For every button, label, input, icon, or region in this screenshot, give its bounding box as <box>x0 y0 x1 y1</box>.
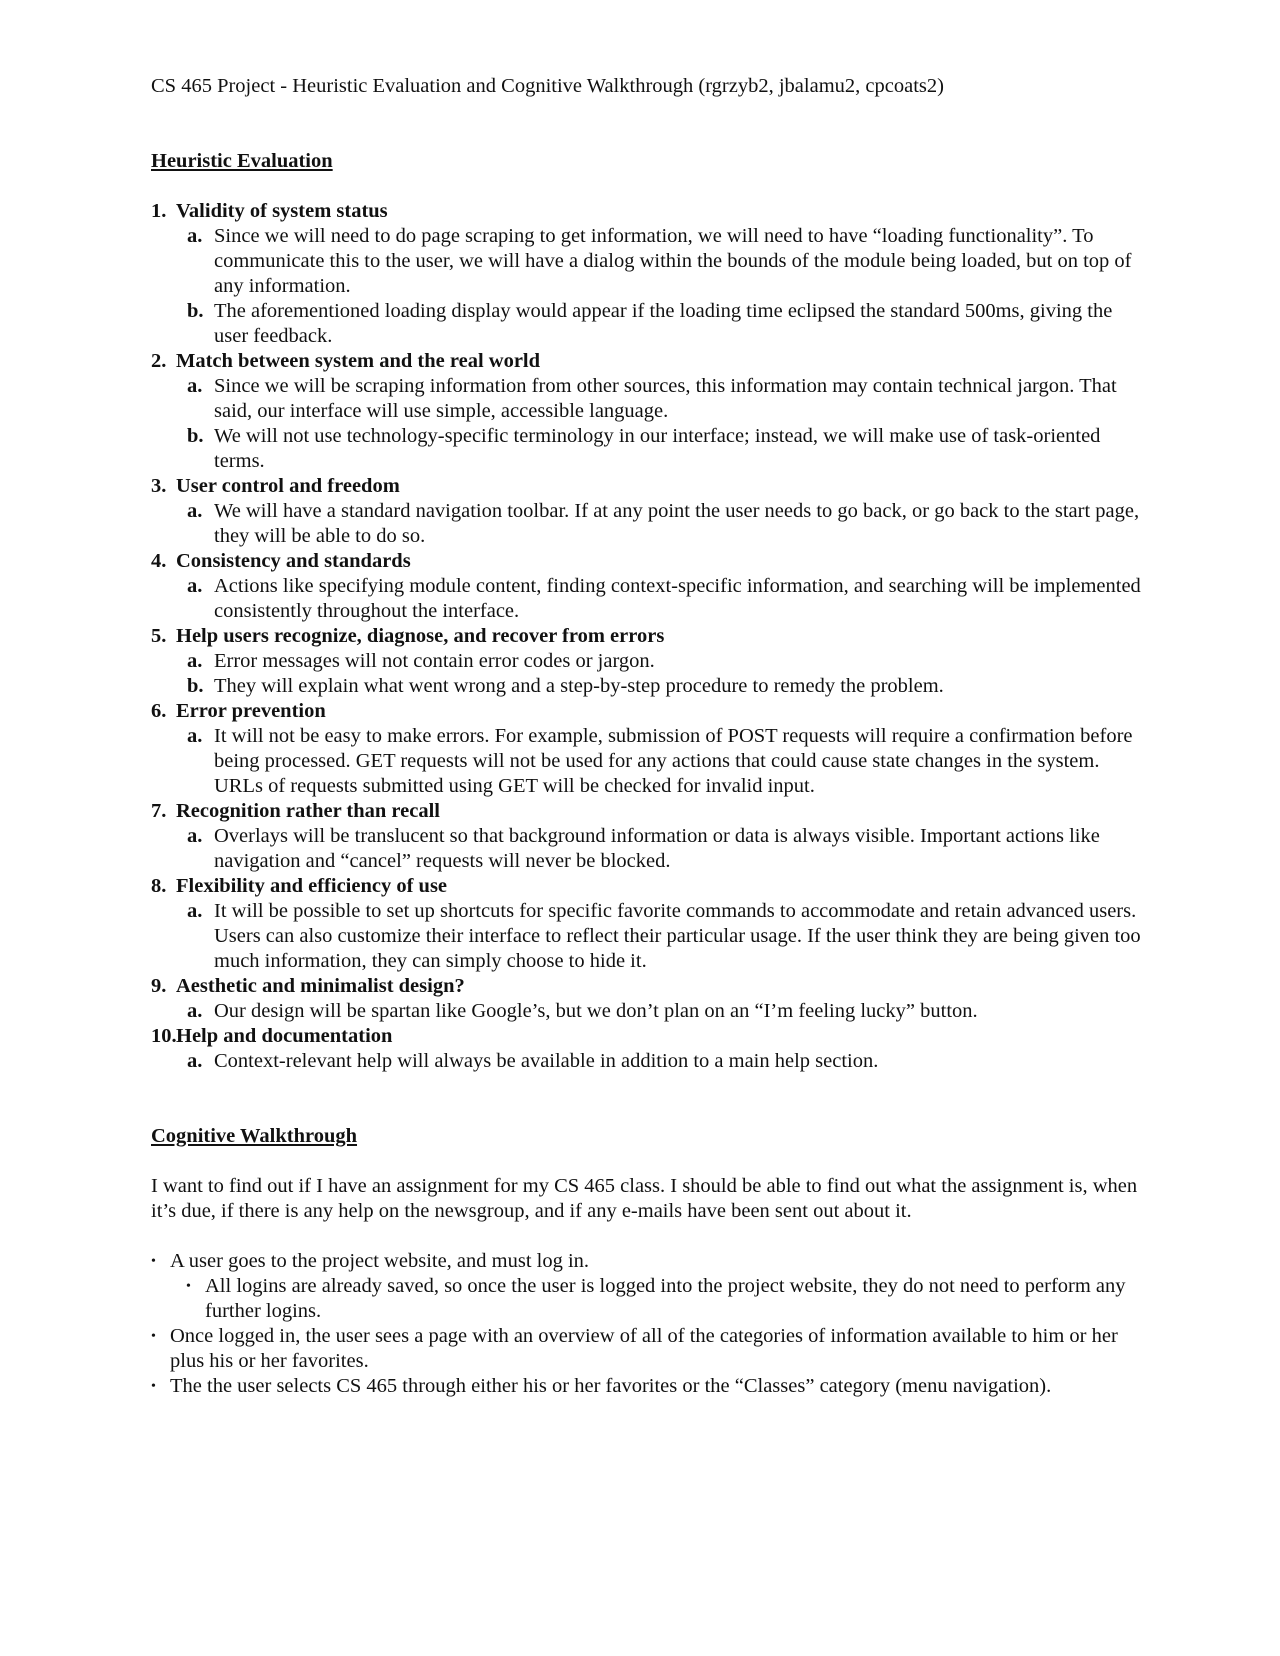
heuristic-sub-item <box>187 574 1141 624</box>
cognitive-walkthrough-title: Cognitive Walkthrough <box>151 1125 358 1147</box>
sub-item-letter: a. <box>187 225 203 247</box>
heuristic-number: 8. <box>151 875 167 897</box>
sub-item-letter: a. <box>187 825 203 847</box>
heuristic-number: 4. <box>151 550 167 572</box>
sub-item-text: Actions like specifying module content, finding context-specific information, and searching will be implemented consistently throughout the interface. <box>214 575 1141 622</box>
walkthrough-step <box>151 1324 1141 1374</box>
heuristic-number: 3. <box>151 475 167 497</box>
sub-item-text: It will be possible to set up shortcuts for specific favorite commands to accommodate and retain advanced users. Users can also customize their interface to reflect their particular usage. If the user think they are being given too much information, they can simply choose to hide it. <box>214 900 1141 972</box>
sub-item-letter: a. <box>187 900 203 922</box>
walkthrough-step-row <box>151 1374 1141 1399</box>
heuristic-sub-item <box>187 499 1141 549</box>
heuristic-sub-list <box>151 899 1141 974</box>
sub-item-letter: a. <box>187 650 203 672</box>
heuristic-sub-item <box>187 299 1141 349</box>
heuristic-item <box>151 874 1141 974</box>
bullet-icon: • <box>151 1254 156 1269</box>
sub-item-text: Since we will need to do page scraping to get information, we will need to have “loading functionality”. To communicate this to the user, we will have a dialog within the bounds of the module being loaded, but on top of any information. <box>214 225 1132 297</box>
heuristic-title: Flexibility and efficiency of use <box>176 875 448 897</box>
sub-item-text: We will not use technology-specific terminology in our interface; instead, we will make use of task-oriented terms. <box>214 425 1101 472</box>
spacer <box>151 174 1141 199</box>
heuristics-list <box>151 199 1141 1074</box>
spacer <box>151 99 1141 149</box>
walkthrough-step-row <box>151 1249 1141 1274</box>
heuristic-title: Help and documentation <box>176 1025 393 1047</box>
heuristic-item <box>151 799 1141 874</box>
walkthrough-step-text: The the user selects CS 465 through either his or her favorites or the “Classes” category (menu navigation). <box>170 1375 1052 1397</box>
heuristic-item <box>151 624 1141 699</box>
heuristic-sub-item <box>187 899 1141 974</box>
heuristic-sub-list <box>151 724 1141 799</box>
heuristic-title-row <box>151 874 1141 899</box>
walkthrough-step <box>151 1374 1141 1399</box>
walkthrough-substep-text: All logins are already saved, so once the user is logged into the project website, they do not need to perform any further logins. <box>205 1275 1126 1322</box>
heuristic-item <box>151 549 1141 624</box>
sub-item-letter: b. <box>187 675 204 697</box>
sub-item-letter: b. <box>187 300 204 322</box>
bullet-icon: • <box>151 1329 156 1344</box>
heuristic-number: 9. <box>151 975 167 997</box>
heuristic-sub-item <box>187 374 1141 424</box>
sub-item-text: Context-relevant help will always be available in addition to a main help section. <box>214 1050 879 1072</box>
document-page <box>151 74 1141 1399</box>
heuristic-title: Aesthetic and minimalist design? <box>176 975 465 997</box>
heuristic-number: 7. <box>151 800 167 822</box>
walkthrough-step-row <box>151 1324 1141 1374</box>
document-header: CS 465 Project - Heuristic Evaluation and Cognitive Walkthrough (rgrzyb2, jbalamu2, cpcoats2) <box>151 75 944 97</box>
heuristic-title: Error prevention <box>176 700 326 722</box>
heuristic-number: 1. <box>151 200 167 222</box>
heuristic-title-row <box>151 349 1141 374</box>
walkthrough-step-text: Once logged in, the user sees a page with an overview of all of the categories of information available to him or her plus his or her favorites. <box>170 1325 1118 1372</box>
heuristic-sub-item <box>187 824 1141 874</box>
sub-item-text: It will not be easy to make errors. For example, submission of POST requests will require a confirmation before being processed. GET requests will not be used for any actions that could cause state changes in the system. URLs of requests submitted using GET will be checked for invalid input. <box>214 725 1133 797</box>
sub-item-text: They will explain what went wrong and a step-by-step procedure to remedy the problem. <box>214 675 944 697</box>
sub-item-letter: b. <box>187 425 204 447</box>
heuristic-sub-list <box>151 1049 1141 1074</box>
spacer <box>151 1074 1141 1124</box>
sub-item-text: Overlays will be translucent so that background information or data is always visible. Important actions like navigation and “cancel” requests will never be blocked. <box>214 825 1100 872</box>
heuristic-title: Consistency and standards <box>176 550 411 572</box>
heuristic-sub-list <box>151 824 1141 874</box>
heuristic-title: Match between system and the real world <box>176 350 541 372</box>
walkthrough-substeps-list <box>151 1274 1141 1324</box>
sub-item-letter: a. <box>187 375 203 397</box>
heuristic-sub-item <box>187 999 1141 1024</box>
heuristic-item <box>151 199 1141 349</box>
heuristic-number: 6. <box>151 700 167 722</box>
heuristic-sub-item <box>187 724 1141 799</box>
sub-item-text: Error messages will not contain error codes or jargon. <box>214 650 655 672</box>
heuristic-number: 5. <box>151 625 167 647</box>
heuristic-sub-list <box>151 649 1141 699</box>
heuristic-sub-list <box>151 574 1141 624</box>
heuristic-item <box>151 474 1141 549</box>
heuristic-title-row <box>151 474 1141 499</box>
heuristic-sub-item <box>187 224 1141 299</box>
walkthrough-step <box>151 1249 1141 1324</box>
heuristic-title-row <box>151 699 1141 724</box>
heuristic-sub-list <box>151 999 1141 1024</box>
walkthrough-step-text: A user goes to the project website, and must log in. <box>170 1250 590 1272</box>
walkthrough-steps-list <box>151 1249 1141 1399</box>
sub-item-letter: a. <box>187 1050 203 1072</box>
sub-item-letter: a. <box>187 500 203 522</box>
heuristic-sub-list <box>151 499 1141 549</box>
sub-item-text: Our design will be spartan like Google’s, but we don’t plan on an “I’m feeling lucky” button. <box>214 1000 978 1022</box>
bullet-icon: • <box>186 1279 191 1294</box>
heuristic-title: Recognition rather than recall <box>176 800 440 822</box>
heuristic-evaluation-title: Heuristic Evaluation <box>151 150 333 172</box>
sub-item-text: The aforementioned loading display would appear if the loading time eclipsed the standard 500ms, giving the user feedback. <box>214 300 1113 347</box>
walkthrough-intro: I want to find out if I have an assignment for my CS 465 class. I should be able to find out what the assignment is, when it’s due, if there is any help on the newsgroup, and if any e-mails have been sent out about it. <box>151 1175 1138 1222</box>
heuristic-title-row <box>151 624 1141 649</box>
sub-item-letter: a. <box>187 725 203 747</box>
sub-item-text: Since we will be scraping information from other sources, this information may contain technical jargon. That said, our interface will use simple, accessible language. <box>214 375 1117 422</box>
heuristic-sub-item <box>187 424 1141 474</box>
spacer <box>151 1149 1141 1174</box>
heuristic-item <box>151 974 1141 1024</box>
heuristic-number: 10. <box>151 1025 177 1047</box>
heuristic-title: User control and freedom <box>176 475 400 497</box>
sub-item-text: We will have a standard navigation toolbar. If at any point the user needs to go back, or go back to the start page, they will be able to do so. <box>214 500 1140 547</box>
heuristic-title-row <box>151 1024 1141 1049</box>
heuristic-sub-item <box>187 674 1141 699</box>
heuristic-sub-list <box>151 224 1141 349</box>
sub-item-letter: a. <box>187 1000 203 1022</box>
heuristic-number: 2. <box>151 350 167 372</box>
heuristic-item <box>151 1024 1141 1074</box>
heuristic-title-row <box>151 199 1141 224</box>
heuristic-title-row <box>151 549 1141 574</box>
heuristic-sub-item <box>187 1049 1141 1074</box>
heuristic-item <box>151 699 1141 799</box>
bullet-icon: • <box>151 1379 156 1394</box>
sub-item-letter: a. <box>187 575 203 597</box>
heuristic-sub-item <box>187 649 1141 674</box>
heuristic-title: Help users recognize, diagnose, and recover from errors <box>176 625 665 647</box>
heuristic-title-row <box>151 799 1141 824</box>
walkthrough-substep <box>186 1274 1141 1324</box>
heuristic-sub-list <box>151 374 1141 474</box>
heuristic-title: Validity of system status <box>176 200 388 222</box>
spacer <box>151 1224 1141 1249</box>
heuristic-title-row <box>151 974 1141 999</box>
heuristic-item <box>151 349 1141 474</box>
